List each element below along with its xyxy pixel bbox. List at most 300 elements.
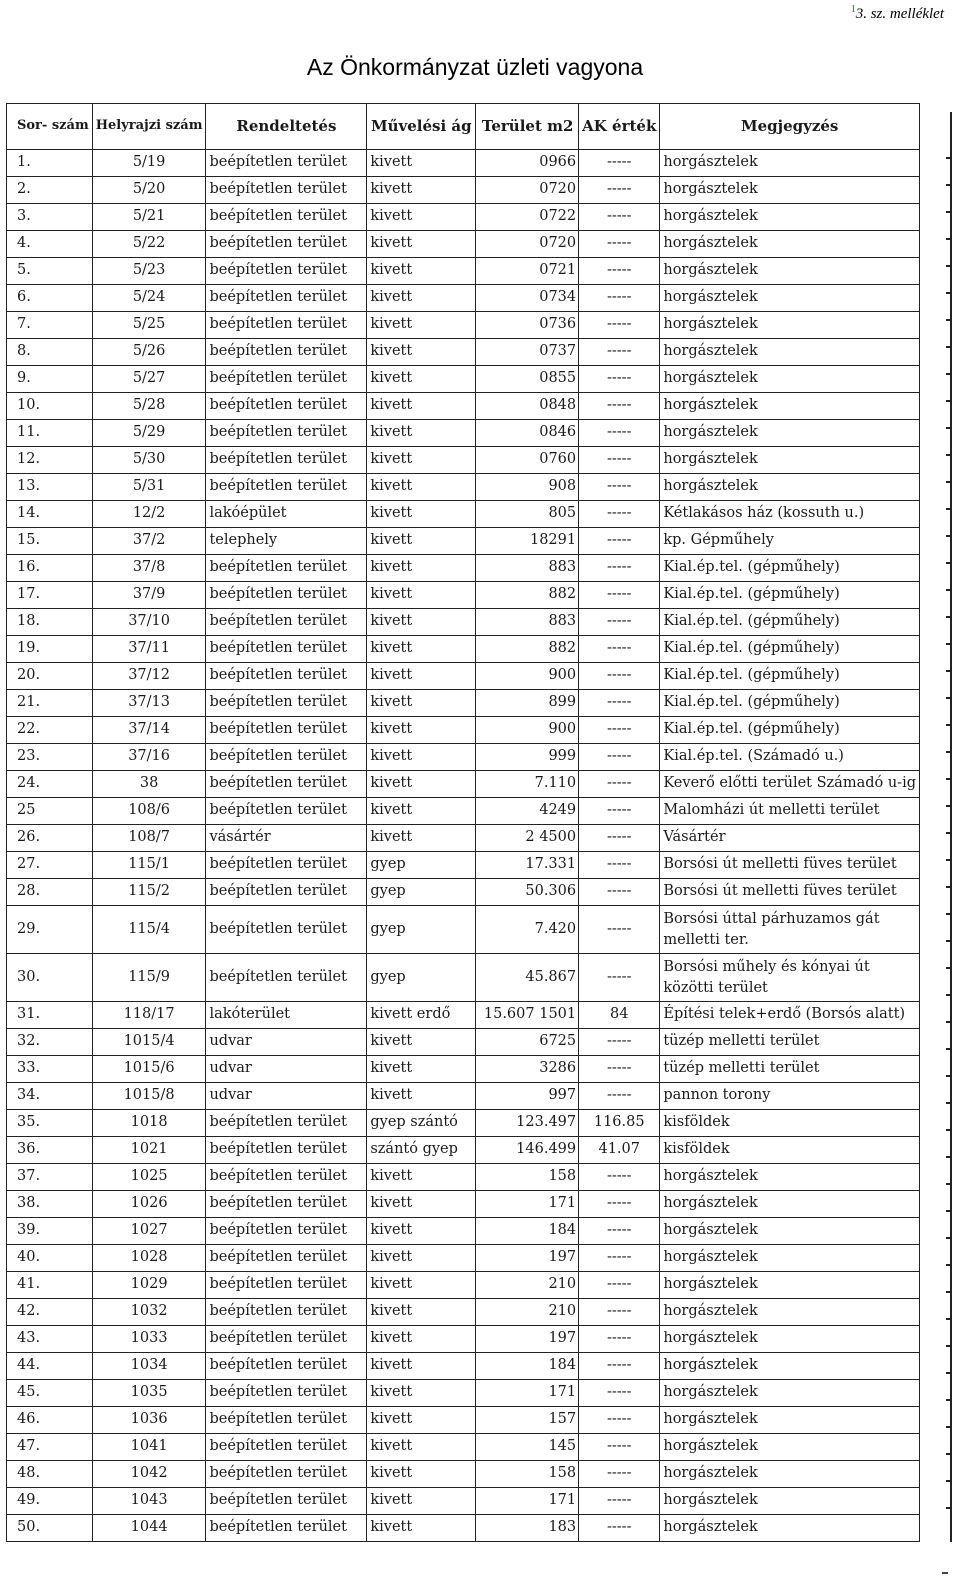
table-row	[7, 879, 920, 906]
cell-area: 145	[476, 1434, 579, 1461]
table-row	[7, 1056, 920, 1083]
margin-tick	[946, 913, 952, 915]
scanned-table	[6, 103, 920, 1545]
cell-lot-number: 1015/4	[92, 1029, 206, 1056]
table-row	[7, 1164, 920, 1191]
cell-area: 15.607 1501	[476, 1002, 579, 1029]
cell-purpose: beépítetlen terület	[206, 636, 367, 663]
cell-lot-number: 37/13	[92, 690, 206, 717]
cell-serial: 26.	[7, 825, 93, 852]
cell-area: 882	[476, 636, 579, 663]
cell-serial: 47.	[7, 1434, 93, 1461]
table-row	[7, 1353, 920, 1380]
cell-serial: 38.	[7, 1191, 93, 1218]
margin-tick	[946, 1291, 952, 1293]
cell-lot-number: 115/4	[92, 906, 206, 954]
cell-area: 0721	[476, 258, 579, 285]
margin-tick	[946, 994, 952, 996]
cell-area: 900	[476, 717, 579, 744]
cell-cultivation: kivett	[367, 474, 476, 501]
cell-ak-value: -----	[579, 825, 660, 852]
cell-purpose: beépítetlen terület	[206, 1299, 367, 1326]
cell-ak-value: -----	[579, 393, 660, 420]
table-row	[7, 636, 920, 663]
cell-purpose: beépítetlen terület	[206, 906, 367, 954]
cell-remark: horgásztelek	[660, 1380, 920, 1407]
margin-tick	[946, 1264, 952, 1266]
cell-remark: horgásztelek	[660, 1191, 920, 1218]
margin-tick	[946, 616, 952, 618]
cell-area: 210	[476, 1272, 579, 1299]
cell-area: 883	[476, 555, 579, 582]
cell-area: 883	[476, 609, 579, 636]
cell-serial: 10.	[7, 393, 93, 420]
cell-lot-number: 1027	[92, 1218, 206, 1245]
cell-ak-value: -----	[579, 1245, 660, 1272]
cell-ak-value: -----	[579, 501, 660, 528]
margin-tick	[946, 1129, 952, 1131]
cell-remark: Kial.ép.tel. (gépműhely)	[660, 609, 920, 636]
cell-lot-number: 1036	[92, 1407, 206, 1434]
margin-tick	[946, 1156, 952, 1158]
cell-area: 184	[476, 1218, 579, 1245]
cell-cultivation: kivett	[367, 1326, 476, 1353]
cell-remark: horgásztelek	[660, 1245, 920, 1272]
cell-area: 2 4500	[476, 825, 579, 852]
cell-lot-number: 37/16	[92, 744, 206, 771]
cell-remark: Borsósi úttal párhuzamos gát melletti ter.	[660, 906, 920, 954]
table-row	[7, 609, 920, 636]
table-row	[7, 447, 920, 474]
cell-area: 146.499	[476, 1137, 579, 1164]
cell-serial: 21.	[7, 690, 93, 717]
cell-serial: 33.	[7, 1056, 93, 1083]
page-title: Az Önkormányzat üzleti vagyona	[306, 54, 644, 80]
cell-remark: tüzép melletti terület	[660, 1029, 920, 1056]
cell-serial: 19.	[7, 636, 93, 663]
table-row	[7, 1380, 920, 1407]
cell-lot-number: 38	[92, 771, 206, 798]
cell-ak-value: -----	[579, 663, 660, 690]
table-row	[7, 717, 920, 744]
cell-ak-value: -----	[579, 150, 660, 177]
cell-ak-value: -----	[579, 906, 660, 954]
cell-serial: 37.	[7, 1164, 93, 1191]
cell-cultivation: kivett	[367, 690, 476, 717]
cell-serial: 22.	[7, 717, 93, 744]
cell-purpose: beépítetlen terület	[206, 474, 367, 501]
cell-serial: 48.	[7, 1461, 93, 1488]
cell-remark: horgásztelek	[660, 393, 920, 420]
cell-remark: horgásztelek	[660, 150, 920, 177]
stray-mark	[942, 1572, 948, 1574]
cell-cultivation: kivett	[367, 1353, 476, 1380]
cell-serial: 34.	[7, 1083, 93, 1110]
cell-remark: horgásztelek	[660, 312, 920, 339]
cell-ak-value: -----	[579, 582, 660, 609]
cell-cultivation: kivett	[367, 258, 476, 285]
cell-purpose: udvar	[206, 1083, 367, 1110]
cell-area: 899	[476, 690, 579, 717]
cell-cultivation: kivett	[367, 609, 476, 636]
cell-purpose: beépítetlen terület	[206, 1434, 367, 1461]
cell-area: 0720	[476, 177, 579, 204]
cell-remark: Borsósi út melletti füves terület	[660, 879, 920, 906]
cell-area: 123.497	[476, 1110, 579, 1137]
cell-cultivation: kivett	[367, 1407, 476, 1434]
cell-serial: 49.	[7, 1488, 93, 1515]
cell-cultivation: kivett	[367, 1488, 476, 1515]
cell-lot-number: 1021	[92, 1137, 206, 1164]
cell-ak-value: -----	[579, 1164, 660, 1191]
cell-lot-number: 118/17	[92, 1002, 206, 1029]
cell-remark: horgásztelek	[660, 420, 920, 447]
table-row	[7, 663, 920, 690]
margin-tick	[946, 211, 952, 213]
cell-area: 0760	[476, 447, 579, 474]
table-row	[7, 555, 920, 582]
table-row	[7, 744, 920, 771]
cell-serial: 23.	[7, 744, 93, 771]
cell-purpose: beépítetlen terület	[206, 582, 367, 609]
cell-lot-number: 5/27	[92, 366, 206, 393]
col-header-cultivation: Művelési ág	[367, 104, 476, 150]
table-row	[7, 1029, 920, 1056]
cell-area: 184	[476, 1353, 579, 1380]
cell-purpose: beépítetlen terület	[206, 1110, 367, 1137]
cell-remark: tüzép melletti terület	[660, 1056, 920, 1083]
cell-cultivation: kivett	[367, 1272, 476, 1299]
cell-serial: 42.	[7, 1299, 93, 1326]
cell-serial: 44.	[7, 1353, 93, 1380]
cell-remark: Malomházi út melletti terület	[660, 798, 920, 825]
table-row	[7, 474, 920, 501]
cell-serial: 9.	[7, 366, 93, 393]
cell-purpose: beépítetlen terület	[206, 1218, 367, 1245]
cell-remark: horgásztelek	[660, 1164, 920, 1191]
cell-purpose: beépítetlen terület	[206, 798, 367, 825]
cell-lot-number: 1034	[92, 1353, 206, 1380]
cell-remark: horgásztelek	[660, 339, 920, 366]
margin-tick	[946, 886, 952, 888]
cell-purpose: beépítetlen terület	[206, 420, 367, 447]
cell-lot-number: 5/19	[92, 150, 206, 177]
cell-purpose: udvar	[206, 1029, 367, 1056]
cell-ak-value: -----	[579, 1461, 660, 1488]
margin-tick	[946, 1237, 952, 1239]
cell-remark: Kial.ép.tel. (gépműhely)	[660, 690, 920, 717]
cell-cultivation: kivett erdő	[367, 1002, 476, 1029]
table-row	[7, 1434, 920, 1461]
cell-lot-number: 1041	[92, 1434, 206, 1461]
cell-ak-value: -----	[579, 258, 660, 285]
cell-serial: 1.	[7, 150, 93, 177]
cell-ak-value: -----	[579, 879, 660, 906]
cell-area: 0722	[476, 204, 579, 231]
margin-tick	[946, 778, 952, 780]
cell-purpose: beépítetlen terület	[206, 852, 367, 879]
cell-cultivation: kivett	[367, 501, 476, 528]
cell-area: 4249	[476, 798, 579, 825]
cell-area: 197	[476, 1326, 579, 1353]
cell-cultivation: kivett	[367, 1380, 476, 1407]
cell-lot-number: 5/31	[92, 474, 206, 501]
cell-remark: horgásztelek	[660, 1434, 920, 1461]
cell-purpose: beépítetlen terület	[206, 1191, 367, 1218]
table-row	[7, 1110, 920, 1137]
margin-tick	[946, 346, 952, 348]
cell-remark: horgásztelek	[660, 1326, 920, 1353]
cell-lot-number: 5/29	[92, 420, 206, 447]
cell-cultivation: kivett	[367, 1515, 476, 1542]
cell-ak-value: -----	[579, 204, 660, 231]
table-row	[7, 1461, 920, 1488]
table-row	[7, 177, 920, 204]
cell-cultivation: kivett	[367, 1218, 476, 1245]
cell-remark: horgásztelek	[660, 1461, 920, 1488]
cell-remark: Kial.ép.tel. (gépműhely)	[660, 663, 920, 690]
table-row	[7, 339, 920, 366]
table-row	[7, 1002, 920, 1029]
cell-ak-value: -----	[579, 447, 660, 474]
cell-lot-number: 5/23	[92, 258, 206, 285]
cell-purpose: beépítetlen terület	[206, 717, 367, 744]
cell-cultivation: kivett	[367, 1056, 476, 1083]
cell-ak-value: -----	[579, 1434, 660, 1461]
cell-area: 997	[476, 1083, 579, 1110]
cell-purpose: beépítetlen terület	[206, 258, 367, 285]
cell-ak-value: -----	[579, 339, 660, 366]
cell-ak-value: -----	[579, 744, 660, 771]
margin-tick	[946, 427, 952, 429]
cell-purpose: beépítetlen terület	[206, 285, 367, 312]
cell-area: 805	[476, 501, 579, 528]
margin-tick	[946, 1507, 952, 1509]
cell-cultivation: kivett	[367, 285, 476, 312]
cell-purpose: beépítetlen terület	[206, 609, 367, 636]
cell-purpose: beépítetlen terület	[206, 690, 367, 717]
cell-remark: Építési telek+erdő (Borsós alatt)	[660, 1002, 920, 1029]
cell-serial: 12.	[7, 447, 93, 474]
cell-serial: 50.	[7, 1515, 93, 1542]
cell-serial: 36.	[7, 1137, 93, 1164]
margin-tick	[946, 373, 952, 375]
cell-ak-value: -----	[579, 1083, 660, 1110]
cell-serial: 15.	[7, 528, 93, 555]
margin-tick	[946, 940, 952, 942]
table-row	[7, 1218, 920, 1245]
cell-remark: Vásártér	[660, 825, 920, 852]
margin-tick	[946, 832, 952, 834]
cell-purpose: beépítetlen terület	[206, 177, 367, 204]
cell-remark: Borsósi út melletti füves terület	[660, 852, 920, 879]
cell-cultivation: kivett	[367, 150, 476, 177]
col-header-ak-value: AK érték	[579, 104, 660, 150]
cell-serial: 7.	[7, 312, 93, 339]
cell-purpose: beépítetlen terület	[206, 231, 367, 258]
cell-serial: 25	[7, 798, 93, 825]
cell-purpose: beépítetlen terület	[206, 1326, 367, 1353]
cell-lot-number: 1035	[92, 1380, 206, 1407]
table-row	[7, 204, 920, 231]
cell-area: 0846	[476, 420, 579, 447]
cell-area: 158	[476, 1164, 579, 1191]
cell-lot-number: 37/8	[92, 555, 206, 582]
cell-area: 882	[476, 582, 579, 609]
cell-cultivation: kivett	[367, 825, 476, 852]
cell-ak-value: -----	[579, 231, 660, 258]
cell-area: 157	[476, 1407, 579, 1434]
table-row	[7, 258, 920, 285]
cell-cultivation: kivett	[367, 1299, 476, 1326]
cell-ak-value: 84	[579, 1002, 660, 1029]
cell-lot-number: 1044	[92, 1515, 206, 1542]
margin-tick	[946, 1075, 952, 1077]
cell-lot-number: 108/7	[92, 825, 206, 852]
margin-tick	[946, 805, 952, 807]
cell-cultivation: kivett	[367, 771, 476, 798]
cell-purpose: beépítetlen terület	[206, 1245, 367, 1272]
cell-lot-number: 37/11	[92, 636, 206, 663]
cell-purpose: lakóépület	[206, 501, 367, 528]
margin-tick	[946, 454, 952, 456]
cell-lot-number: 5/21	[92, 204, 206, 231]
margin-line	[950, 112, 952, 1542]
cell-remark: horgásztelek	[660, 1299, 920, 1326]
cell-cultivation: gyep	[367, 879, 476, 906]
cell-lot-number: 37/10	[92, 609, 206, 636]
margin-tick	[946, 508, 952, 510]
cell-remark: horgásztelek	[660, 366, 920, 393]
cell-lot-number: 1025	[92, 1164, 206, 1191]
cell-ak-value: -----	[579, 312, 660, 339]
margin-tick	[946, 751, 952, 753]
cell-area: 17.331	[476, 852, 579, 879]
cell-ak-value: -----	[579, 1488, 660, 1515]
cell-serial: 40.	[7, 1245, 93, 1272]
margin-tick	[946, 859, 952, 861]
cell-remark: Kial.ép.tel. (gépműhely)	[660, 636, 920, 663]
cell-serial: 29.	[7, 906, 93, 954]
cell-area: 7.420	[476, 906, 579, 954]
cell-cultivation: kivett	[367, 636, 476, 663]
cell-lot-number: 1033	[92, 1326, 206, 1353]
cell-ak-value: -----	[579, 177, 660, 204]
cell-ak-value: -----	[579, 1326, 660, 1353]
margin-tick	[946, 1102, 952, 1104]
margin-tick	[946, 1372, 952, 1374]
cell-ak-value: -----	[579, 1353, 660, 1380]
cell-ak-value: -----	[579, 717, 660, 744]
cell-ak-value: -----	[579, 366, 660, 393]
cell-ak-value: -----	[579, 636, 660, 663]
cell-purpose: beépítetlen terület	[206, 879, 367, 906]
table-row	[7, 1299, 920, 1326]
table-row	[7, 1191, 920, 1218]
cell-remark: kisföldek	[660, 1110, 920, 1137]
cell-lot-number: 1015/8	[92, 1083, 206, 1110]
cell-purpose: beépítetlen terület	[206, 1488, 367, 1515]
cell-purpose: beépítetlen terület	[206, 393, 367, 420]
cell-cultivation: kivett	[367, 1245, 476, 1272]
cell-remark: horgásztelek	[660, 1515, 920, 1542]
cell-remark: Keverő előtti terület Számadó u-ig	[660, 771, 920, 798]
cell-remark: Kial.ép.tel. (gépműhely)	[660, 582, 920, 609]
cell-lot-number: 1042	[92, 1461, 206, 1488]
margin-tick	[946, 1048, 952, 1050]
cell-lot-number: 5/25	[92, 312, 206, 339]
cell-area: 50.306	[476, 879, 579, 906]
cell-serial: 30.	[7, 954, 93, 1002]
cell-ak-value: -----	[579, 954, 660, 1002]
cell-serial: 45.	[7, 1380, 93, 1407]
cell-remark: horgásztelek	[660, 1353, 920, 1380]
cell-area: 999	[476, 744, 579, 771]
margin-tick	[946, 562, 952, 564]
table-row	[7, 528, 920, 555]
margin-tick	[946, 1318, 952, 1320]
margin-tick	[946, 1021, 952, 1023]
cell-cultivation: kivett	[367, 393, 476, 420]
cell-ak-value: -----	[579, 1218, 660, 1245]
cell-remark: Kial.ép.tel. (Számadó u.)	[660, 744, 920, 771]
cell-cultivation: kivett	[367, 798, 476, 825]
cell-serial: 46.	[7, 1407, 93, 1434]
table-row	[7, 1137, 920, 1164]
cell-purpose: udvar	[206, 1056, 367, 1083]
cell-area: 0734	[476, 285, 579, 312]
cell-serial: 43.	[7, 1326, 93, 1353]
table-row	[7, 150, 920, 177]
cell-area: 158	[476, 1461, 579, 1488]
table-row	[7, 771, 920, 798]
cell-remark: horgásztelek	[660, 177, 920, 204]
annex-label	[851, 4, 944, 23]
cell-serial: 28.	[7, 879, 93, 906]
cell-lot-number: 5/20	[92, 177, 206, 204]
cell-cultivation: kivett	[367, 582, 476, 609]
cell-area: 183	[476, 1515, 579, 1542]
cell-cultivation: kivett	[367, 1191, 476, 1218]
cell-lot-number: 5/28	[92, 393, 206, 420]
margin-tick	[946, 1183, 952, 1185]
table-row	[7, 690, 920, 717]
table-row	[7, 501, 920, 528]
table-row	[7, 582, 920, 609]
margin-tick	[946, 670, 952, 672]
margin-tick	[946, 1453, 952, 1455]
cell-cultivation: kivett	[367, 231, 476, 258]
table-row	[7, 1083, 920, 1110]
cell-serial: 11.	[7, 420, 93, 447]
cell-remark: horgásztelek	[660, 231, 920, 258]
cell-purpose: beépítetlen terület	[206, 1407, 367, 1434]
cell-lot-number: 108/6	[92, 798, 206, 825]
cell-cultivation: kivett	[367, 1083, 476, 1110]
cell-purpose: beépítetlen terület	[206, 1353, 367, 1380]
col-header-purpose: Rendeltetés	[206, 104, 367, 150]
col-header-remark: Megjegyzés	[660, 104, 920, 150]
table-row	[7, 906, 920, 954]
cell-area: 0720	[476, 231, 579, 258]
cell-remark: pannon torony	[660, 1083, 920, 1110]
table-row	[7, 1488, 920, 1515]
cell-purpose: beépítetlen terület	[206, 150, 367, 177]
cell-remark: horgásztelek	[660, 285, 920, 312]
cell-serial: 16.	[7, 555, 93, 582]
cell-purpose: beépítetlen terület	[206, 339, 367, 366]
cell-ak-value: -----	[579, 690, 660, 717]
